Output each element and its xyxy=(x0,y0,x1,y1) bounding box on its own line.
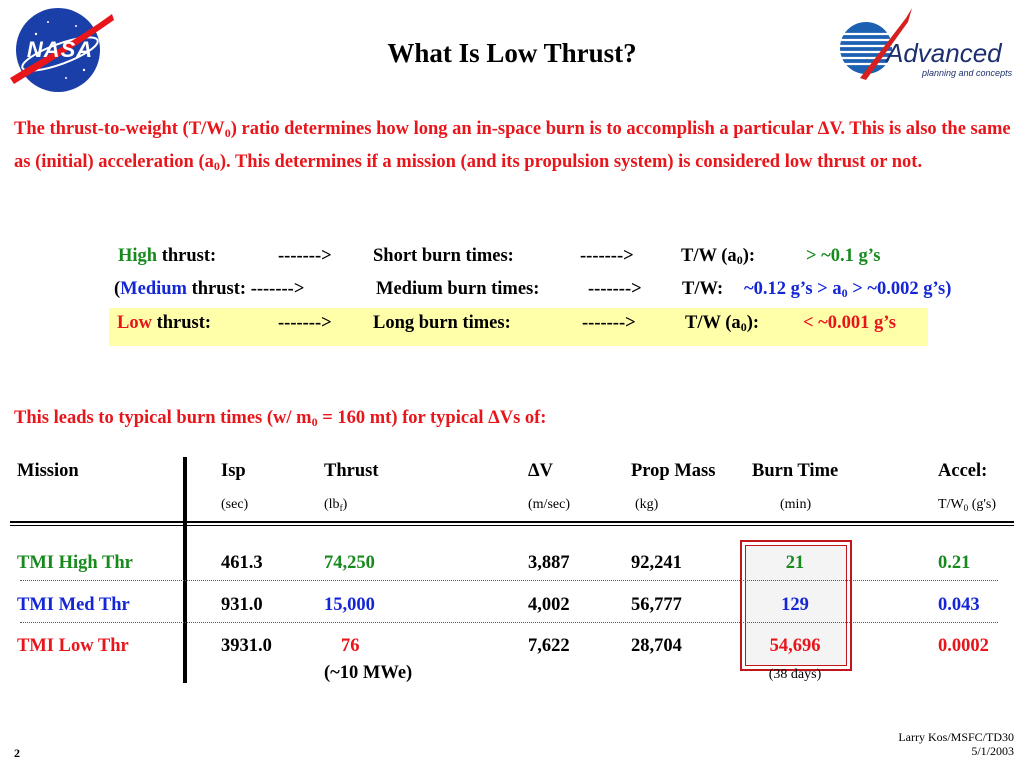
burn-note: (38 days) xyxy=(768,667,822,682)
page-number: 2 xyxy=(14,746,20,760)
row-high-dv: 3,887 xyxy=(528,553,570,573)
header-isp: Isp xyxy=(221,461,246,481)
table-divider xyxy=(10,525,1014,526)
burn-label: Medium burn times: xyxy=(376,279,540,299)
tw-value: > ~0.1 g’s xyxy=(806,246,881,266)
tw-value: < ~0.001 g’s xyxy=(803,313,896,333)
header-prop-mass: Prop Mass xyxy=(631,461,716,481)
unit-prop: (kg) xyxy=(635,497,659,512)
row-high-thrust: 74,250 xyxy=(324,553,375,573)
row-divider xyxy=(20,580,998,581)
row-high-mission: TMI High Thr xyxy=(17,553,133,573)
row-low-isp: 3931.0 xyxy=(221,636,272,656)
table-divider xyxy=(10,521,1014,523)
leads-sentence: This leads to typical burn times (w/ $m_0 = 160$ mt) for typical ΔVs of: xyxy=(14,408,547,429)
header-accel: Accel: xyxy=(938,461,988,481)
unit-isp: (sec) xyxy=(221,497,249,512)
row-low-dv: 7,622 xyxy=(528,636,570,656)
comparison-medium: (Medium thrust: -------> xyxy=(114,279,305,299)
arrow: -------> xyxy=(588,279,642,299)
row-med-isp: 931.0 xyxy=(221,595,263,615)
row-high-accel: 0.21 xyxy=(938,553,971,573)
tw-label: T/W $(a_0)$: xyxy=(685,313,760,334)
tw-label: T/W: xyxy=(682,279,724,299)
arrow: -------> xyxy=(278,246,332,266)
intro-paragraph: The thrust-to-weight $(T/W_0)$ ratio determines how long an in-space burn is to accomplish a particular ΔV. This is also the same as (initial) acceleration $(a_0)$. This determines if a mission (and its propulsion system) is considered low thrust or not. xyxy=(14,119,1011,173)
row-low-burn: 54,696 xyxy=(769,636,821,656)
unit-thrust: $(lb_f)$ xyxy=(324,497,348,513)
row-low-accel: 0.0002 xyxy=(938,636,989,656)
row-med-thrust: 15,000 xyxy=(324,595,375,615)
table-divider-vertical xyxy=(183,457,187,683)
comparison-low: Low thrust: xyxy=(117,313,212,333)
comparison-high: High thrust: xyxy=(118,246,217,266)
advanced-logo xyxy=(836,4,1022,84)
tw-value: ~0.12 g’s > $a_0$ > ~0.002 g’s) xyxy=(744,279,952,300)
row-med-dv: 4,002 xyxy=(528,595,570,615)
advanced-logo-text: Advanced xyxy=(886,38,1002,68)
unit-burn: (min) xyxy=(780,497,812,512)
row-med-burn: 129 xyxy=(781,595,809,615)
footer-date: 5/1/2003 xyxy=(971,744,1014,758)
burn-label: Long burn times: xyxy=(373,313,511,333)
unit-accel: $T/W_0$ (g's) xyxy=(938,497,996,513)
row-med-accel: 0.043 xyxy=(938,595,980,615)
unit-dv: (m/sec) xyxy=(528,497,570,512)
row-med-mission: TMI Med Thr xyxy=(17,595,130,615)
row-high-prop: 92,241 xyxy=(631,553,682,573)
row-low-mission: TMI Low Thr xyxy=(17,636,129,656)
tw-label: T/W $(a_0)$: xyxy=(681,246,756,267)
row-high-burn: 21 xyxy=(785,553,805,573)
header-mission: Mission xyxy=(17,461,79,481)
footer-author: Larry Kos/MSFC/TD30 xyxy=(898,730,1014,744)
advanced-logo-subtext: planning and concepts xyxy=(922,68,1013,78)
arrow: -------> xyxy=(580,246,634,266)
header-thrust: Thrust xyxy=(324,461,379,481)
header-dv: ΔV xyxy=(528,461,553,481)
arrow: -------> xyxy=(582,313,636,333)
row-low-prop: 28,704 xyxy=(631,636,682,656)
arrow: -------> xyxy=(278,313,332,333)
row-divider xyxy=(20,622,998,623)
row-low-thrust: 76 xyxy=(341,636,360,656)
page-title: What Is Low Thrust? xyxy=(387,38,637,68)
thrust-note: (~10 MWe) xyxy=(324,663,413,683)
row-high-isp: 461.3 xyxy=(221,553,263,573)
nasa-logo-text: NASA xyxy=(26,37,94,62)
row-med-prop: 56,777 xyxy=(631,595,682,615)
header-burn-time: Burn Time xyxy=(752,461,839,481)
burn-label: Short burn times: xyxy=(373,246,514,266)
